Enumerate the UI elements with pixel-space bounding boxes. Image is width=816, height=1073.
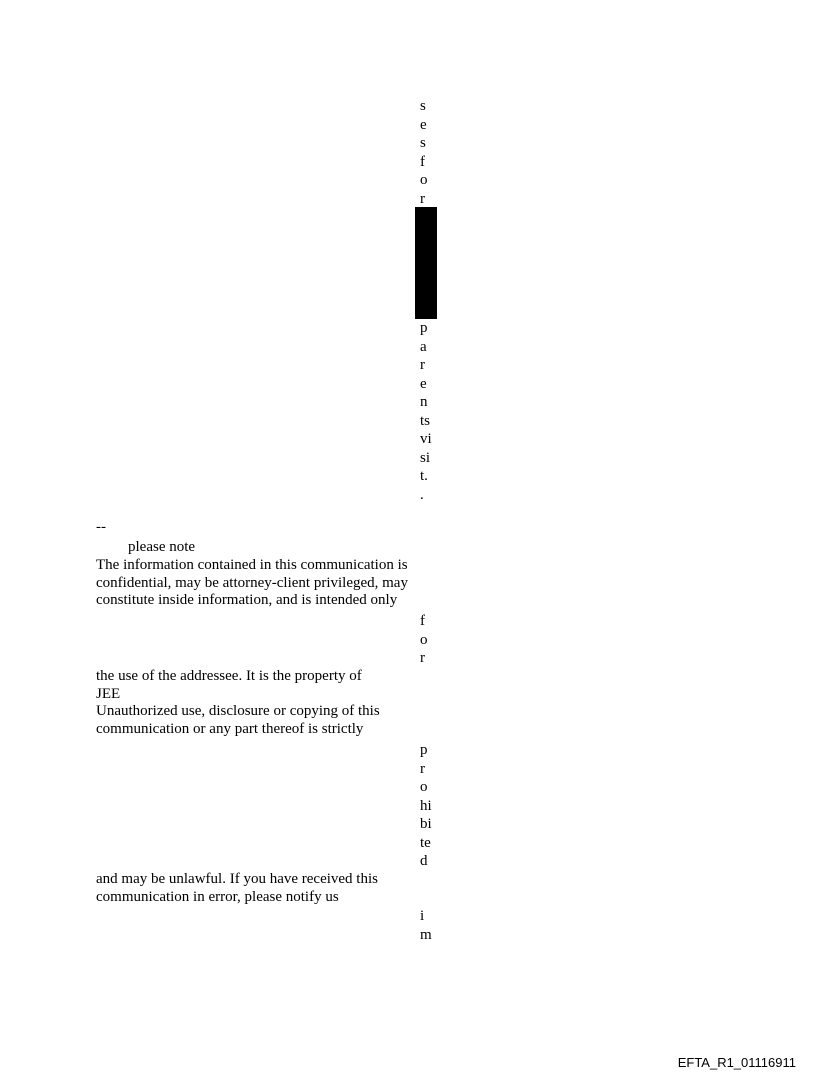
column-char: r <box>420 190 425 207</box>
column-char: o <box>420 631 428 648</box>
disclaimer-line: Unauthorized use, disclosure or copying of this <box>96 703 380 719</box>
redaction-box <box>415 207 437 319</box>
vertical-text-column-prohibited <box>420 741 432 871</box>
disclaimer-line: and may be unlawful. If you have received this <box>96 871 378 887</box>
column-char: d <box>420 853 428 869</box>
column-char: te <box>420 834 431 851</box>
column-char: i <box>420 908 425 924</box>
column-char: ts <box>420 412 431 429</box>
column-char: r <box>420 760 425 777</box>
disclaimer-line: the use of the addressee. It is the property of <box>96 668 362 684</box>
disclaimer-paragraph-2 <box>96 668 380 738</box>
column-char: . <box>420 486 424 503</box>
column-char: n <box>420 394 428 410</box>
column-char: e <box>420 116 427 133</box>
disclaimer-line: communication or any part thereof is strictly <box>96 720 364 737</box>
disclaimer-line: The information contained in this communication is <box>96 557 408 573</box>
column-char: s <box>420 135 426 151</box>
column-char: f <box>420 153 425 170</box>
column-char: m <box>420 926 432 943</box>
column-char: p <box>420 320 428 336</box>
column-char: a <box>420 338 427 355</box>
column-char: s <box>420 98 426 114</box>
vertical-text-column-for <box>420 612 428 668</box>
disclaimer-line: communication in error, please notify us <box>96 888 339 905</box>
separator: -- <box>96 519 106 535</box>
disclaimer-line: JEE <box>96 685 121 702</box>
disclaimer-paragraph-3 <box>96 871 378 906</box>
column-char: r <box>420 650 425 666</box>
column-char: bi <box>420 816 432 832</box>
disclaimer-line: confidential, may be attorney-client privileged, may <box>96 574 408 591</box>
column-char: p <box>420 742 428 758</box>
document-id-footer: EFTA_R1_01116911 <box>677 1055 796 1070</box>
column-char: o <box>420 172 428 188</box>
disclaimer-line: constitute inside information, and is intended only <box>96 592 398 608</box>
column-char: vi <box>420 431 432 447</box>
disclaimer-paragraph-1 <box>96 557 408 610</box>
column-char: e <box>420 375 427 392</box>
column-char: f <box>420 613 425 629</box>
column-char: t. <box>420 468 428 484</box>
vertical-text-column-parents <box>420 319 432 504</box>
column-char: o <box>420 779 428 795</box>
vertical-text-column-top <box>420 97 428 208</box>
column-char: si <box>420 449 431 466</box>
vertical-text-column-im <box>420 907 432 944</box>
column-char: hi <box>420 797 432 814</box>
column-char: r <box>420 357 425 373</box>
note-heading: please note <box>128 539 196 555</box>
